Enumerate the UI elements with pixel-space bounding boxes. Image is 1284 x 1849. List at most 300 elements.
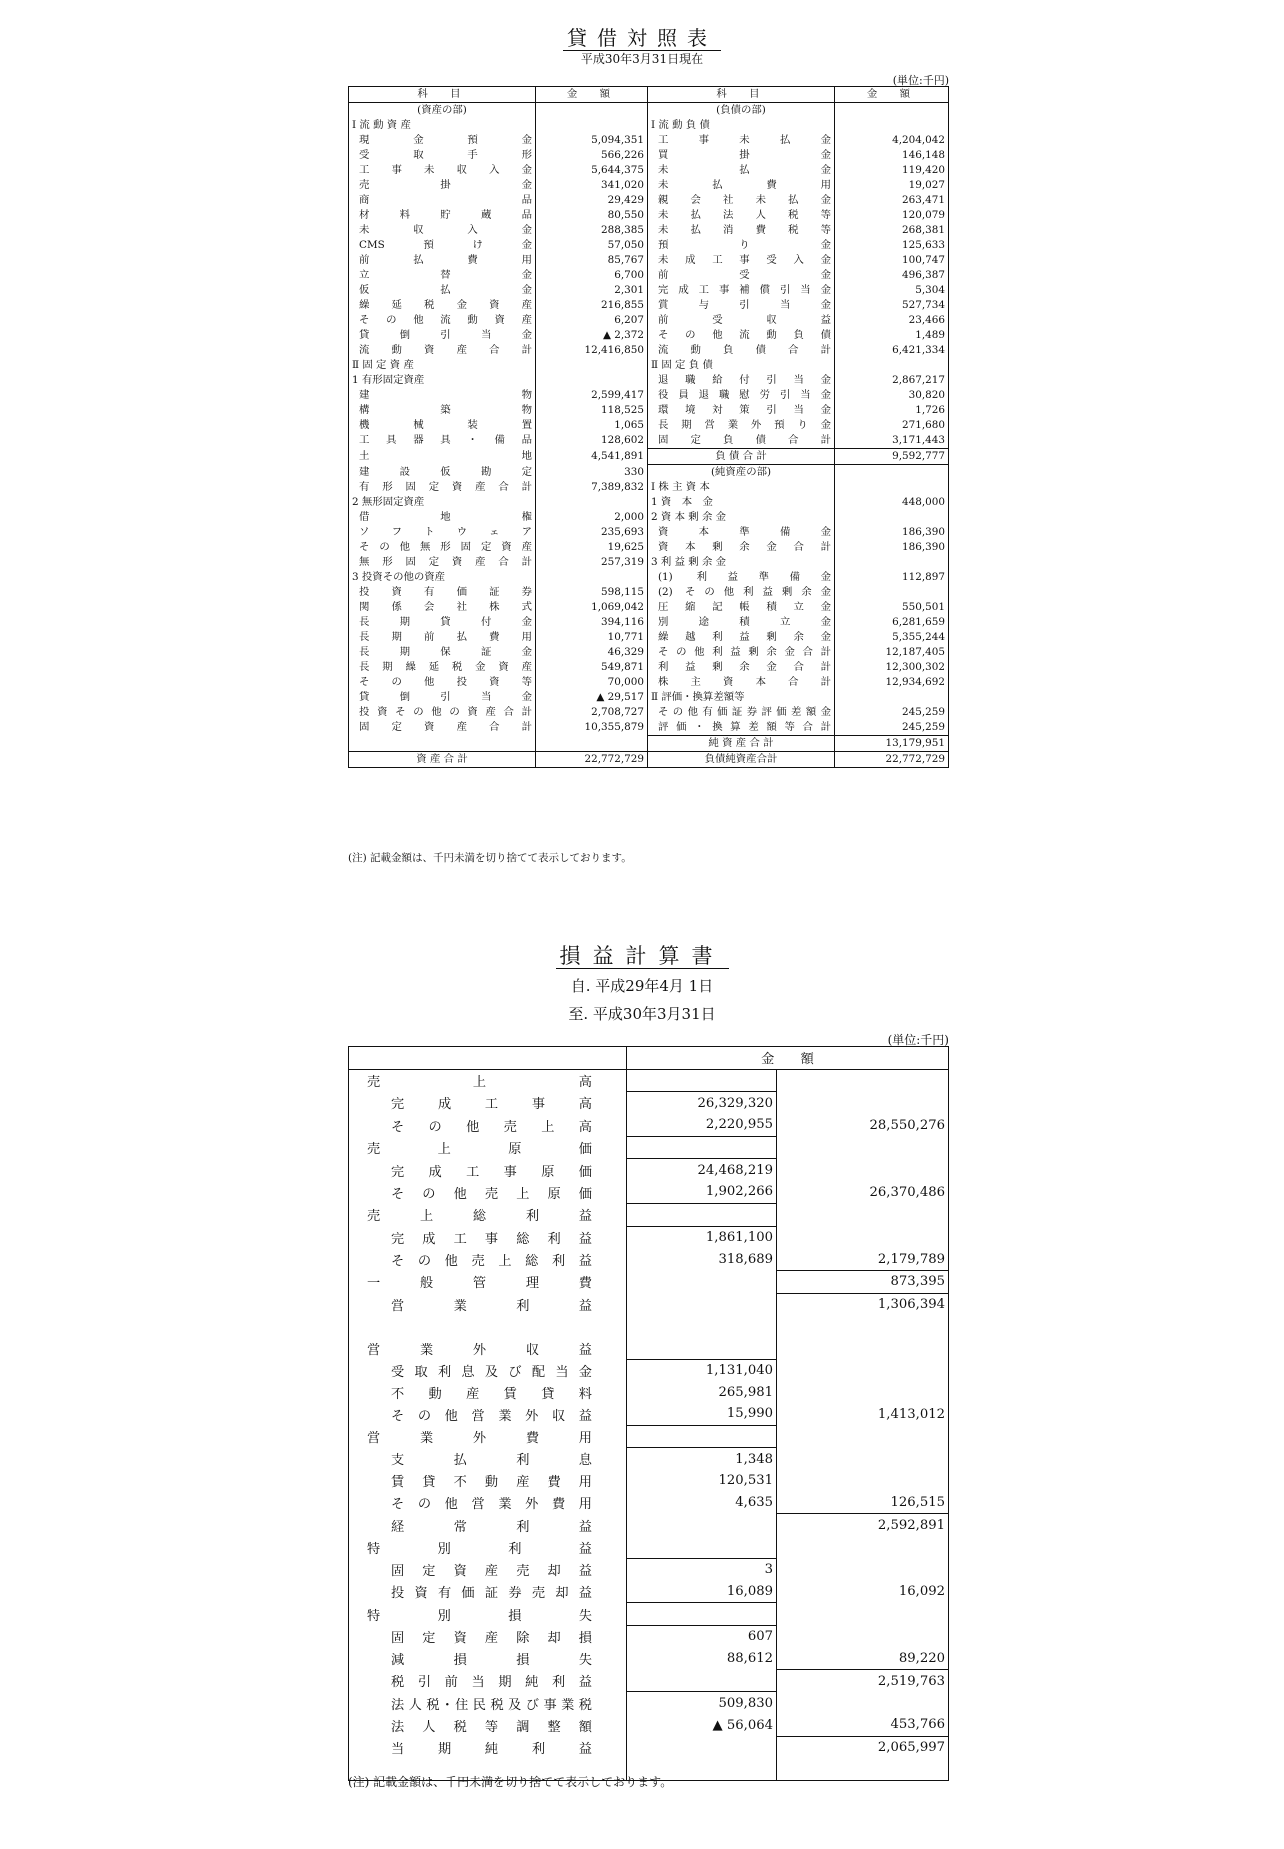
balance-sheet-row bbox=[349, 540, 949, 555]
right-amount: 550,501 bbox=[902, 601, 945, 613]
is-amount-total: 16,092 bbox=[898, 1584, 945, 1600]
left-item: 商品 bbox=[349, 193, 536, 208]
right-amount: 3,171,443 bbox=[892, 434, 945, 446]
is-amount-detail bbox=[627, 1069, 777, 1092]
is-amount-detail: 3 bbox=[627, 1558, 777, 1580]
left-amount: 2,708,727 bbox=[536, 705, 648, 720]
right-item: (1) 利益準備金 bbox=[648, 570, 835, 585]
left-item: 貸倒引当金 bbox=[349, 690, 536, 705]
income-statement-note: (注) 記載金額は、千円未満を切り捨てて表示しております。 bbox=[348, 1775, 673, 1789]
balance-sheet-date: 平成30年3月31日現在 bbox=[580, 52, 704, 66]
left-item: 長期保証金 bbox=[349, 645, 536, 660]
left-item: 投資その他の資産合計 bbox=[349, 705, 536, 720]
is-amount-total: 28,550,276 bbox=[869, 1117, 945, 1133]
balance-sheet-title: 貸借対照表 bbox=[0, 22, 1284, 51]
is-amount-total bbox=[777, 1558, 949, 1580]
right-amount: 5,355,244 bbox=[892, 631, 945, 643]
is-amount-detail bbox=[627, 1203, 777, 1226]
right-item: 評価・換算差額等合計 bbox=[648, 720, 835, 736]
header-amount-left: 金 額 bbox=[536, 87, 648, 103]
is-amount-total: 2,065,997 bbox=[777, 1736, 949, 1758]
balance-sheet-note: (注) 記載金額は、千円未満を切り捨てて表示しております。 bbox=[348, 852, 632, 864]
income-statement-row bbox=[349, 1114, 949, 1136]
is-item: 賃貸不動産費用 bbox=[349, 1470, 627, 1492]
left-item: 長期貸付金 bbox=[349, 615, 536, 630]
right-item: 環境対策引当金 bbox=[648, 403, 835, 418]
is-amount-total: 26,370,486 bbox=[869, 1184, 945, 1200]
left-amount: 216,855 bbox=[536, 298, 648, 313]
left-amount: 10,771 bbox=[536, 630, 648, 645]
income-statement-row bbox=[349, 1558, 949, 1580]
right-amount: 146,148 bbox=[902, 149, 945, 161]
balance-sheet-row bbox=[349, 480, 949, 495]
is-item: 固定資産除却損 bbox=[349, 1625, 627, 1647]
left-item: 長期前払費用 bbox=[349, 630, 536, 645]
balance-sheet-table bbox=[348, 86, 949, 768]
left-item: Ⅰ 流 動 資 産 bbox=[349, 118, 536, 133]
left-amount: ▲ 29,517 bbox=[536, 690, 648, 705]
left-amount: 4,541,891 bbox=[536, 449, 648, 465]
income-statement-row bbox=[349, 1248, 949, 1270]
right-item: Ⅰ 流 動 負 債 bbox=[648, 118, 835, 133]
is-amount-detail: 265,981 bbox=[627, 1381, 777, 1403]
is-amount-detail: 318,689 bbox=[627, 1248, 777, 1270]
income-statement-row bbox=[349, 1359, 949, 1381]
is-amount-detail bbox=[627, 1337, 777, 1359]
is-amount-total bbox=[777, 1381, 949, 1403]
left-item: 投資有価証券 bbox=[349, 585, 536, 600]
is-amount-total bbox=[777, 1136, 949, 1159]
income-statement-table bbox=[348, 1046, 949, 1781]
balance-sheet-row bbox=[349, 418, 949, 433]
right-amount: 245,259 bbox=[902, 706, 945, 718]
left-item: 関係会社株式 bbox=[349, 600, 536, 615]
is-amount-total: 2,519,763 bbox=[777, 1670, 949, 1692]
right-amount: 268,381 bbox=[902, 224, 945, 236]
balance-sheet-unit: (単位:千円) bbox=[892, 74, 949, 87]
left-amount: 394,116 bbox=[536, 615, 648, 630]
left-amount bbox=[536, 495, 648, 510]
income-statement-body bbox=[349, 1069, 949, 1781]
balance-sheet-row bbox=[349, 585, 949, 600]
is-item bbox=[349, 1315, 627, 1337]
left-amount: 19,625 bbox=[536, 540, 648, 555]
balance-sheet-row bbox=[349, 193, 949, 208]
is-amount-detail: ▲ 56,064 bbox=[627, 1714, 777, 1736]
right-amount bbox=[835, 358, 949, 373]
right-item: 未払消費税等 bbox=[648, 223, 835, 238]
is-amount-detail: 26,329,320 bbox=[627, 1092, 777, 1114]
is-item: 売上総利益 bbox=[349, 1203, 627, 1226]
balance-sheet-row bbox=[349, 253, 949, 268]
balance-sheet-row bbox=[349, 705, 949, 720]
right-amount: 112,897 bbox=[902, 571, 945, 583]
is-item: その他売上高 bbox=[349, 1114, 627, 1136]
balance-sheet-row bbox=[349, 736, 949, 752]
right-amount: 125,633 bbox=[902, 239, 945, 251]
left-item: 貸倒引当金 bbox=[349, 328, 536, 343]
left-item: 売掛金 bbox=[349, 178, 536, 193]
period-from: 自. 平成29年4月 1日 bbox=[570, 977, 714, 995]
right-item: 流動負債合計 bbox=[648, 343, 835, 358]
balance-sheet-row bbox=[349, 373, 949, 388]
income-statement-row bbox=[349, 1425, 949, 1448]
is-item: 完成工事総利益 bbox=[349, 1226, 627, 1248]
left-item: 構築物 bbox=[349, 403, 536, 418]
left-item: その他流動資産 bbox=[349, 313, 536, 328]
left-amount: 6,207 bbox=[536, 313, 648, 328]
is-amount-detail: 1,902,266 bbox=[627, 1181, 777, 1203]
right-item: 資本準備金 bbox=[648, 525, 835, 540]
right-item: 買掛金 bbox=[648, 148, 835, 163]
income-statement-row bbox=[349, 1470, 949, 1492]
right-item: 圧縮記帳積立金 bbox=[648, 600, 835, 615]
right-item: 長期営業外預り金 bbox=[648, 418, 835, 433]
left-amount: 22,772,729 bbox=[536, 752, 648, 768]
left-amount bbox=[536, 103, 648, 119]
right-item: その他有価証券評価差額金 bbox=[648, 705, 835, 720]
left-amount: 2,000 bbox=[536, 510, 648, 525]
left-amount bbox=[536, 736, 648, 752]
right-amount: 100,747 bbox=[902, 254, 945, 266]
right-amount: 1,489 bbox=[915, 329, 945, 341]
income-statement-row bbox=[349, 1226, 949, 1248]
income-statement-row bbox=[349, 1315, 949, 1337]
right-amount: 2,867,217 bbox=[892, 374, 945, 386]
is-amount-total bbox=[777, 1359, 949, 1381]
right-amount: 12,300,302 bbox=[885, 661, 945, 673]
right-item: その他流動負債 bbox=[648, 328, 835, 343]
left-amount: 1,069,042 bbox=[536, 600, 648, 615]
left-item: 資 産 合 計 bbox=[349, 752, 536, 768]
is-amount-detail: 509,830 bbox=[627, 1692, 777, 1714]
is-amount-detail bbox=[627, 1315, 777, 1337]
right-item: 未払金 bbox=[648, 163, 835, 178]
is-amount-total bbox=[777, 1759, 949, 1781]
is-amount-detail: 1,861,100 bbox=[627, 1226, 777, 1248]
is-amount-total: 453,766 bbox=[890, 1717, 945, 1733]
right-item: 前受収益 bbox=[648, 313, 835, 328]
right-item: (2) その他利益剰余金 bbox=[648, 585, 835, 600]
left-item: 繰延税金資産 bbox=[349, 298, 536, 313]
is-item: 減損損失 bbox=[349, 1648, 627, 1670]
balance-sheet-row bbox=[349, 433, 949, 449]
right-item: その他利益剰余金合計 bbox=[648, 645, 835, 660]
is-amount-total bbox=[777, 1337, 949, 1359]
is-amount-total bbox=[777, 1159, 949, 1181]
is-amount-detail: 24,468,219 bbox=[627, 1159, 777, 1181]
is-amount-total: 1,306,394 bbox=[777, 1293, 949, 1315]
left-item: その他投資等 bbox=[349, 675, 536, 690]
left-item: 長期繰延税金資産 bbox=[349, 660, 536, 675]
is-amount-total bbox=[777, 1536, 949, 1558]
right-item: 未払法人税等 bbox=[648, 208, 835, 223]
balance-sheet-row bbox=[349, 510, 949, 525]
right-item: 3 利 益 剰 余 金 bbox=[648, 555, 835, 570]
right-item: 2 資 本 剰 余 金 bbox=[648, 510, 835, 525]
is-amount-detail: 2,220,955 bbox=[627, 1114, 777, 1136]
balance-sheet-row bbox=[349, 103, 949, 119]
income-statement-row bbox=[349, 1270, 949, 1293]
left-item: 工具器具・備品 bbox=[349, 433, 536, 449]
left-amount: ▲ 2,372 bbox=[536, 328, 648, 343]
right-amount: 119,420 bbox=[902, 164, 945, 176]
is-item: 完成工事高 bbox=[349, 1092, 627, 1114]
income-statement-row bbox=[349, 1069, 949, 1092]
right-amount: 30,820 bbox=[908, 389, 945, 401]
balance-sheet-row bbox=[349, 403, 949, 418]
income-statement-row bbox=[349, 1692, 949, 1714]
is-item: 特別損失 bbox=[349, 1603, 627, 1626]
is-amount-detail: 16,089 bbox=[627, 1581, 777, 1603]
left-amount: 549,871 bbox=[536, 660, 648, 675]
is-amount-total bbox=[777, 1226, 949, 1248]
is-amount-detail bbox=[627, 1293, 777, 1315]
left-amount: 1,065 bbox=[536, 418, 648, 433]
right-item: 固定負債合計 bbox=[648, 433, 835, 449]
balance-sheet-row bbox=[349, 720, 949, 736]
balance-sheet-row bbox=[349, 555, 949, 570]
left-item: CMS預け金 bbox=[349, 238, 536, 253]
income-statement-row bbox=[349, 1603, 949, 1626]
left-amount: 341,020 bbox=[536, 178, 648, 193]
right-amount bbox=[835, 118, 949, 133]
left-amount bbox=[536, 373, 648, 388]
is-item: その他売上総利益 bbox=[349, 1248, 627, 1270]
left-amount: 5,644,375 bbox=[536, 163, 648, 178]
right-amount: 527,734 bbox=[902, 299, 945, 311]
right-item: 未払費用 bbox=[648, 178, 835, 193]
balance-sheet-row bbox=[349, 343, 949, 358]
is-amount-total: 873,395 bbox=[777, 1270, 949, 1293]
balance-sheet-row bbox=[349, 449, 949, 465]
is-amount-detail bbox=[627, 1514, 777, 1536]
left-amount: 566,226 bbox=[536, 148, 648, 163]
balance-sheet-row bbox=[349, 752, 949, 768]
is-amount-total bbox=[777, 1203, 949, 1226]
left-item: 前払費用 bbox=[349, 253, 536, 268]
right-amount: 186,390 bbox=[902, 526, 945, 538]
balance-sheet-row bbox=[349, 223, 949, 238]
left-item: 固定資産合計 bbox=[349, 720, 536, 736]
left-item: 3 投資その他の資産 bbox=[349, 570, 536, 585]
left-amount: 257,319 bbox=[536, 555, 648, 570]
right-item: 預り金 bbox=[648, 238, 835, 253]
right-item: 負 債 合 計 bbox=[648, 449, 835, 465]
right-amount: 120,079 bbox=[902, 209, 945, 221]
is-amount-detail: 15,990 bbox=[627, 1403, 777, 1425]
balance-sheet-row bbox=[349, 238, 949, 253]
income-statement-row bbox=[349, 1448, 949, 1470]
left-amount: 57,050 bbox=[536, 238, 648, 253]
left-amount: 128,602 bbox=[536, 433, 648, 449]
income-statement-row bbox=[349, 1203, 949, 1226]
income-statement-row bbox=[349, 1492, 949, 1514]
balance-sheet-row bbox=[349, 465, 949, 481]
is-amount-total bbox=[777, 1069, 949, 1092]
left-item: 2 無形固定資産 bbox=[349, 495, 536, 510]
income-statement-row bbox=[349, 1403, 949, 1425]
is-item: 経常利益 bbox=[349, 1514, 627, 1536]
right-amount: 263,471 bbox=[902, 194, 945, 206]
left-amount: 70,000 bbox=[536, 675, 648, 690]
is-amount-detail bbox=[627, 1736, 777, 1758]
is-amount-detail: 1,348 bbox=[627, 1448, 777, 1470]
right-amount bbox=[835, 555, 949, 570]
right-amount: 9,592,777 bbox=[835, 449, 949, 465]
income-statement-row bbox=[349, 1536, 949, 1558]
left-item: 流動資産合計 bbox=[349, 343, 536, 358]
right-amount bbox=[835, 103, 949, 119]
right-amount: 23,466 bbox=[908, 314, 945, 326]
balance-sheet-row bbox=[349, 570, 949, 585]
right-item: 完成工事補償引当金 bbox=[648, 283, 835, 298]
is-amount-total bbox=[777, 1692, 949, 1714]
income-statement-row bbox=[349, 1159, 949, 1181]
is-amount-total: 2,179,789 bbox=[877, 1251, 945, 1267]
balance-sheet-row bbox=[349, 163, 949, 178]
left-item: 仮払金 bbox=[349, 283, 536, 298]
is-amount-detail: 1,131,040 bbox=[627, 1359, 777, 1381]
is-amount-total: 2,592,891 bbox=[777, 1514, 949, 1536]
period-to: 至. 平成30年3月31日 bbox=[568, 1005, 716, 1023]
left-amount: 288,385 bbox=[536, 223, 648, 238]
income-statement-row bbox=[349, 1670, 949, 1692]
right-item: 株主資本合計 bbox=[648, 675, 835, 690]
balance-sheet-row bbox=[349, 148, 949, 163]
is-item: 支払利息 bbox=[349, 1448, 627, 1470]
income-statement-row bbox=[349, 1181, 949, 1203]
left-amount: 80,550 bbox=[536, 208, 648, 223]
is-amount-total: 126,515 bbox=[890, 1495, 945, 1511]
right-item: 利益剰余金合計 bbox=[648, 660, 835, 675]
header-blank bbox=[349, 1047, 627, 1070]
right-amount bbox=[835, 480, 949, 495]
is-amount-total bbox=[777, 1625, 949, 1647]
left-amount: 46,329 bbox=[536, 645, 648, 660]
header-amount-right: 金 額 bbox=[835, 87, 949, 103]
is-item: 当期純利益 bbox=[349, 1736, 627, 1758]
header-item-left: 科 目 bbox=[349, 87, 536, 103]
right-amount bbox=[835, 690, 949, 705]
right-amount: 12,187,405 bbox=[885, 646, 945, 658]
is-item: 営業利益 bbox=[349, 1293, 627, 1315]
right-amount: 448,000 bbox=[902, 496, 945, 508]
left-amount: 12,416,850 bbox=[536, 343, 648, 358]
income-statement-row bbox=[349, 1136, 949, 1159]
is-amount-detail bbox=[627, 1136, 777, 1159]
left-item: 建物 bbox=[349, 388, 536, 403]
is-item: 不動産賃貸料 bbox=[349, 1381, 627, 1403]
balance-sheet-row bbox=[349, 358, 949, 373]
left-amount: 2,301 bbox=[536, 283, 648, 298]
right-item: (純資産の部) bbox=[648, 465, 835, 481]
left-item: 建設仮勘定 bbox=[349, 465, 536, 481]
left-item: ソフトウェア bbox=[349, 525, 536, 540]
is-amount-detail bbox=[627, 1670, 777, 1692]
left-item: 未収入金 bbox=[349, 223, 536, 238]
is-amount-detail: 88,612 bbox=[627, 1648, 777, 1670]
is-amount-detail bbox=[627, 1425, 777, 1448]
is-item: 営業外費用 bbox=[349, 1425, 627, 1448]
right-item: 工事未払金 bbox=[648, 133, 835, 148]
right-amount bbox=[835, 585, 949, 600]
is-item: その他売上原価 bbox=[349, 1181, 627, 1203]
is-amount-detail: 607 bbox=[627, 1625, 777, 1647]
left-amount: 235,693 bbox=[536, 525, 648, 540]
is-amount-total: 1,413,012 bbox=[877, 1406, 945, 1422]
right-amount: 496,387 bbox=[902, 269, 945, 281]
income-statement-row bbox=[349, 1736, 949, 1758]
left-amount: 7,389,832 bbox=[536, 480, 648, 495]
left-item: 工事未収入金 bbox=[349, 163, 536, 178]
is-amount-total bbox=[777, 1448, 949, 1470]
balance-sheet-row bbox=[349, 283, 949, 298]
balance-sheet-row bbox=[349, 268, 949, 283]
left-amount: 118,525 bbox=[536, 403, 648, 418]
left-amount: 6,700 bbox=[536, 268, 648, 283]
left-amount: 29,429 bbox=[536, 193, 648, 208]
is-item: その他営業外収益 bbox=[349, 1403, 627, 1425]
is-item: 特別利益 bbox=[349, 1536, 627, 1558]
is-item: 固定資産売却益 bbox=[349, 1558, 627, 1580]
is-item: 法人税等調整額 bbox=[349, 1714, 627, 1736]
is-amount-detail bbox=[627, 1536, 777, 1558]
is-item: 投資有価証券売却益 bbox=[349, 1581, 627, 1603]
right-item: 負債純資産合計 bbox=[648, 752, 835, 768]
right-item: 賞与引当金 bbox=[648, 298, 835, 313]
balance-sheet-row bbox=[349, 495, 949, 510]
balance-sheet-row bbox=[349, 133, 949, 148]
balance-sheet-row bbox=[349, 313, 949, 328]
balance-sheet-row bbox=[349, 675, 949, 690]
left-item: 受取手形 bbox=[349, 148, 536, 163]
income-statement-unit: (単位:千円) bbox=[887, 1033, 949, 1047]
right-item: 未成工事受入金 bbox=[648, 253, 835, 268]
left-amount: 2,599,417 bbox=[536, 388, 648, 403]
balance-sheet-row bbox=[349, 690, 949, 705]
is-item: 完成工事原価 bbox=[349, 1159, 627, 1181]
income-statement-title: 損益計算書 bbox=[0, 940, 1284, 970]
is-item: 受取利息及び配当金 bbox=[349, 1359, 627, 1381]
is-amount-total bbox=[777, 1092, 949, 1114]
is-amount-detail bbox=[627, 1603, 777, 1626]
right-item: 親会社未払金 bbox=[648, 193, 835, 208]
left-item bbox=[349, 736, 536, 752]
left-item: 立替金 bbox=[349, 268, 536, 283]
balance-sheet-row bbox=[349, 178, 949, 193]
income-statement-row bbox=[349, 1092, 949, 1114]
right-item: 別途積立金 bbox=[648, 615, 835, 630]
left-amount: 598,115 bbox=[536, 585, 648, 600]
right-item: 資本剰余金合計 bbox=[648, 540, 835, 555]
balance-sheet-row bbox=[349, 525, 949, 540]
left-item: その他無形固定資産 bbox=[349, 540, 536, 555]
income-statement-row bbox=[349, 1514, 949, 1536]
right-item: 1 資 本 金 bbox=[648, 495, 835, 510]
right-amount bbox=[835, 510, 949, 525]
right-item: Ⅰ 株 主 資 本 bbox=[648, 480, 835, 495]
income-statement-row bbox=[349, 1293, 949, 1315]
header-item-right: 科 目 bbox=[648, 87, 835, 103]
income-statement-row bbox=[349, 1337, 949, 1359]
balance-sheet-row bbox=[349, 328, 949, 343]
right-item: 繰越利益剰余金 bbox=[648, 630, 835, 645]
right-amount bbox=[835, 465, 949, 481]
right-item: Ⅱ 固 定 負 債 bbox=[648, 358, 835, 373]
left-item: (資産の部) bbox=[349, 103, 536, 119]
right-amount: 4,204,042 bbox=[892, 134, 945, 146]
